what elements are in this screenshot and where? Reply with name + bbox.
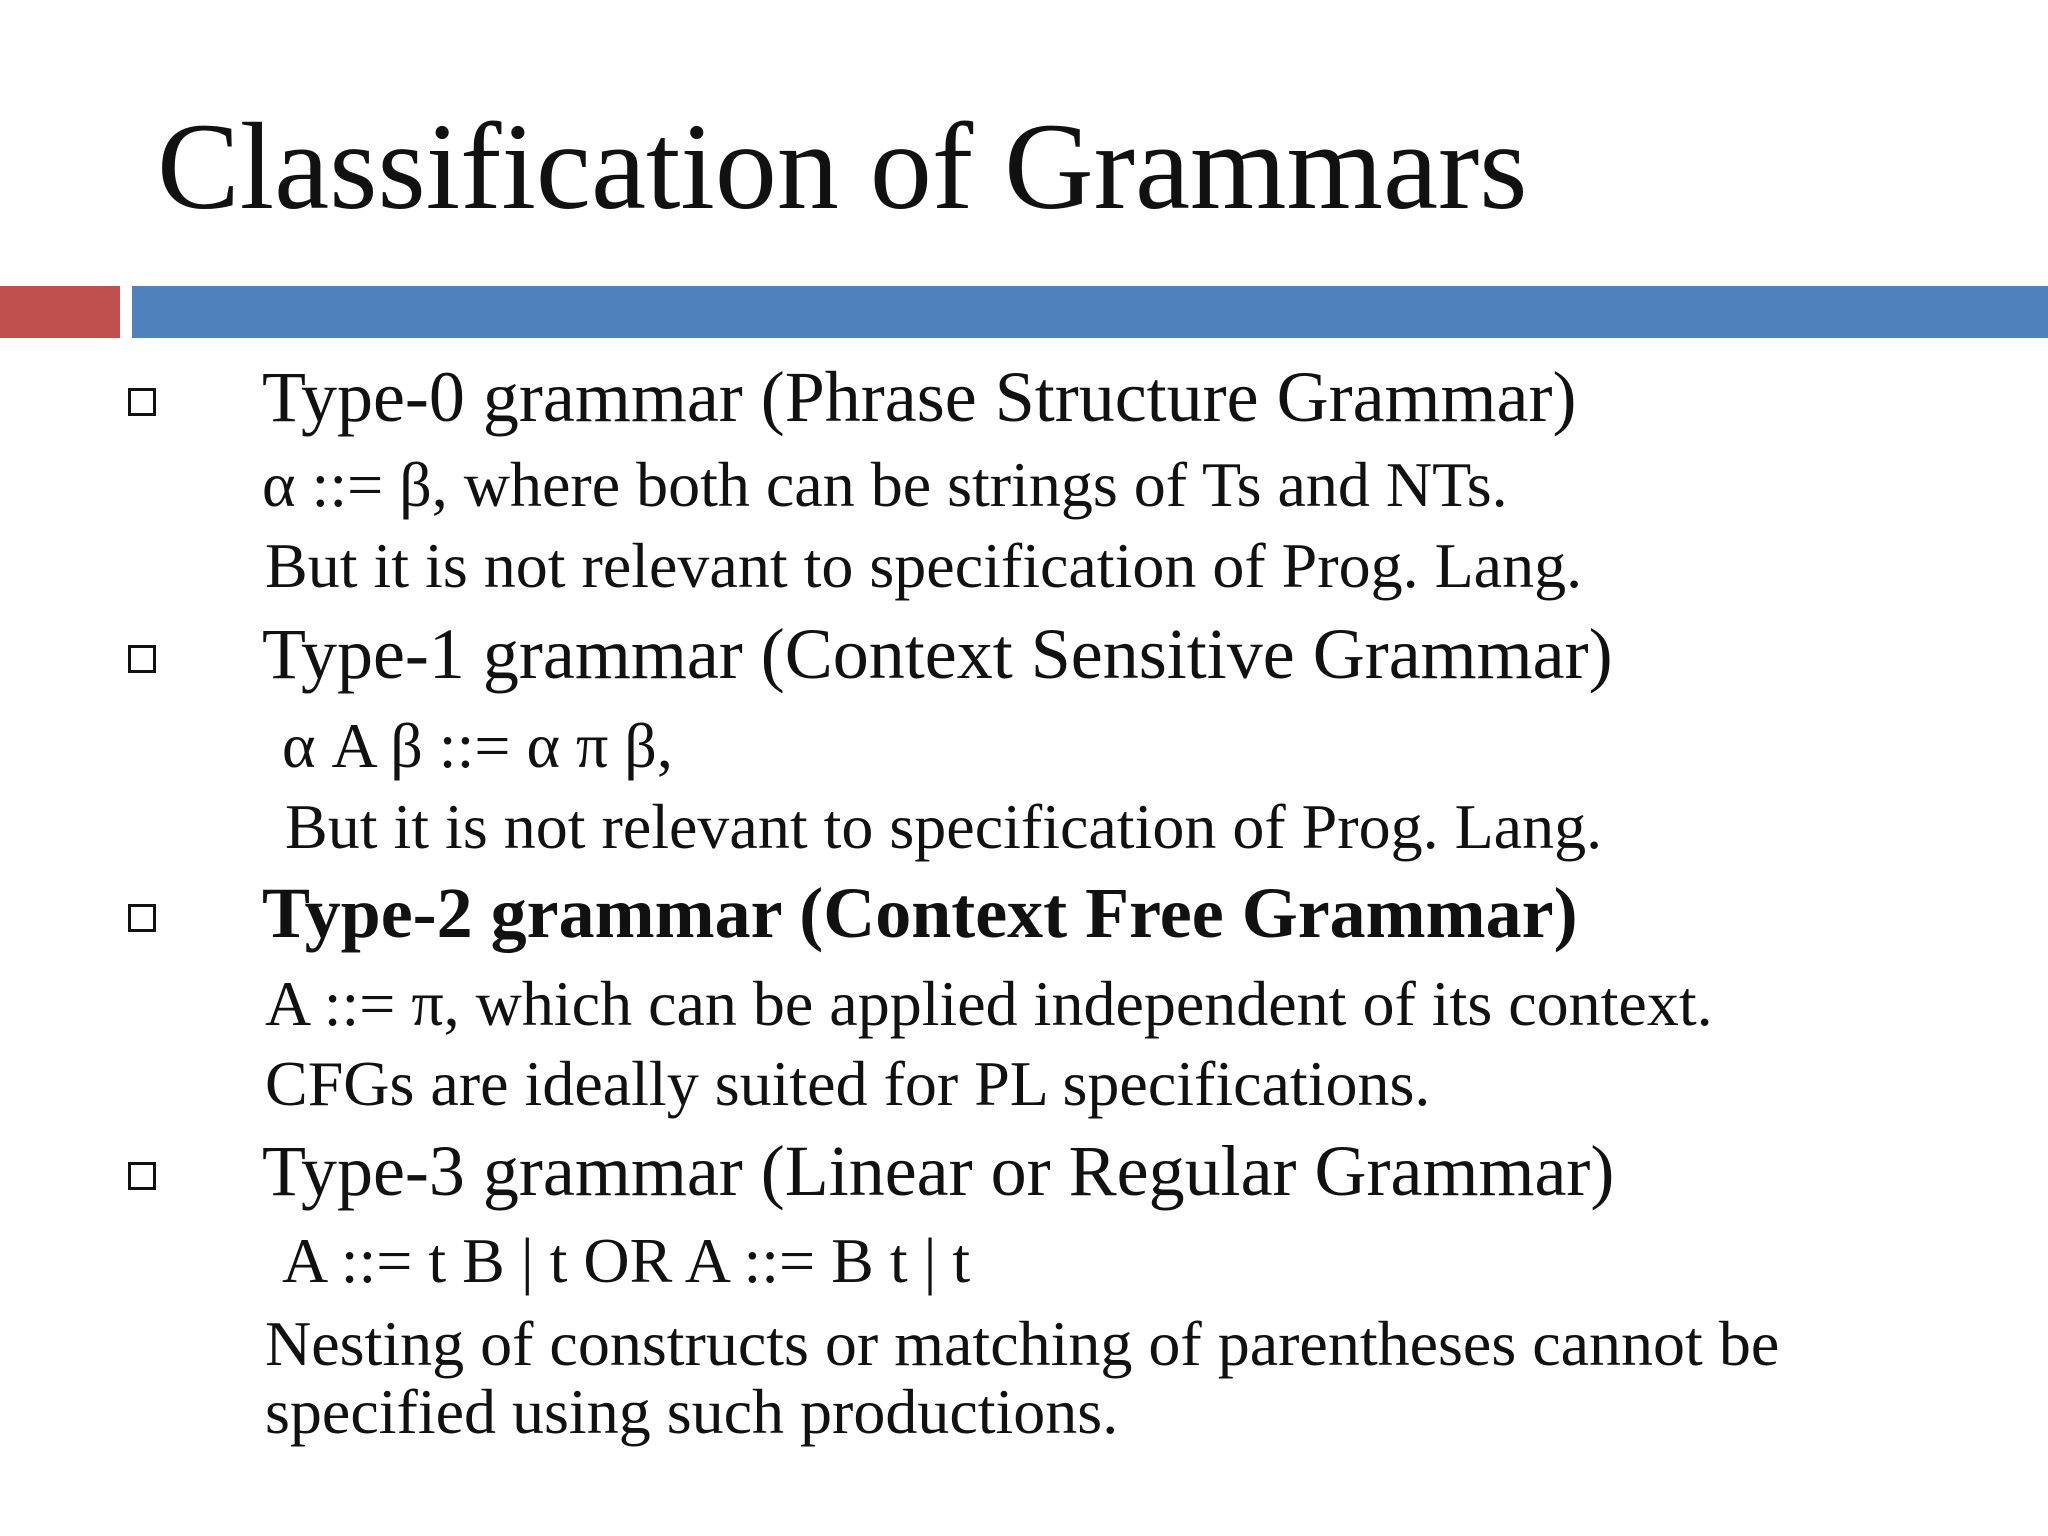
type-1-note: But it is not relevant to specification of Prog. Lang. [285, 791, 1603, 862]
type-0-heading: Type-0 grammar (Phrase Structure Grammar) [262, 357, 1577, 437]
type-3-note-line-2: specified using such productions. [265, 1376, 1119, 1447]
type-1-heading: Type-1 grammar (Context Sensitive Grammar) [262, 614, 1613, 694]
bullet-square-icon [128, 1162, 156, 1190]
type-1-production: α A β ::= α π β, [282, 710, 673, 781]
type-3-production: A ::= t B | t OR A ::= B t | t [282, 1225, 971, 1296]
bullet-square-icon [128, 904, 156, 932]
type-2-heading: Type-2 grammar (Context Free Grammar) [262, 873, 1578, 953]
type-3-note-line-1: Nesting of constructs or matching of parentheses cannot be [265, 1308, 1780, 1379]
bullet-square-icon [128, 645, 156, 673]
bullet-square-icon [128, 388, 156, 416]
title-accent-red-bar [0, 286, 120, 338]
type-0-note: But it is not relevant to specification of Prog. Lang. [265, 530, 1583, 601]
title-accent-blue-bar [132, 286, 2048, 338]
type-0-production: α ::= β, where both can be strings of Ts and NTs. [262, 449, 1508, 520]
type-2-production: A ::= π, which can be applied independent of its context. [265, 968, 1713, 1039]
slide-title: Classification of Grammars [157, 98, 1528, 235]
type-3-heading: Type-3 grammar (Linear or Regular Grammar) [262, 1131, 1615, 1211]
type-2-note: CFGs are ideally suited for PL specifications. [265, 1048, 1431, 1119]
